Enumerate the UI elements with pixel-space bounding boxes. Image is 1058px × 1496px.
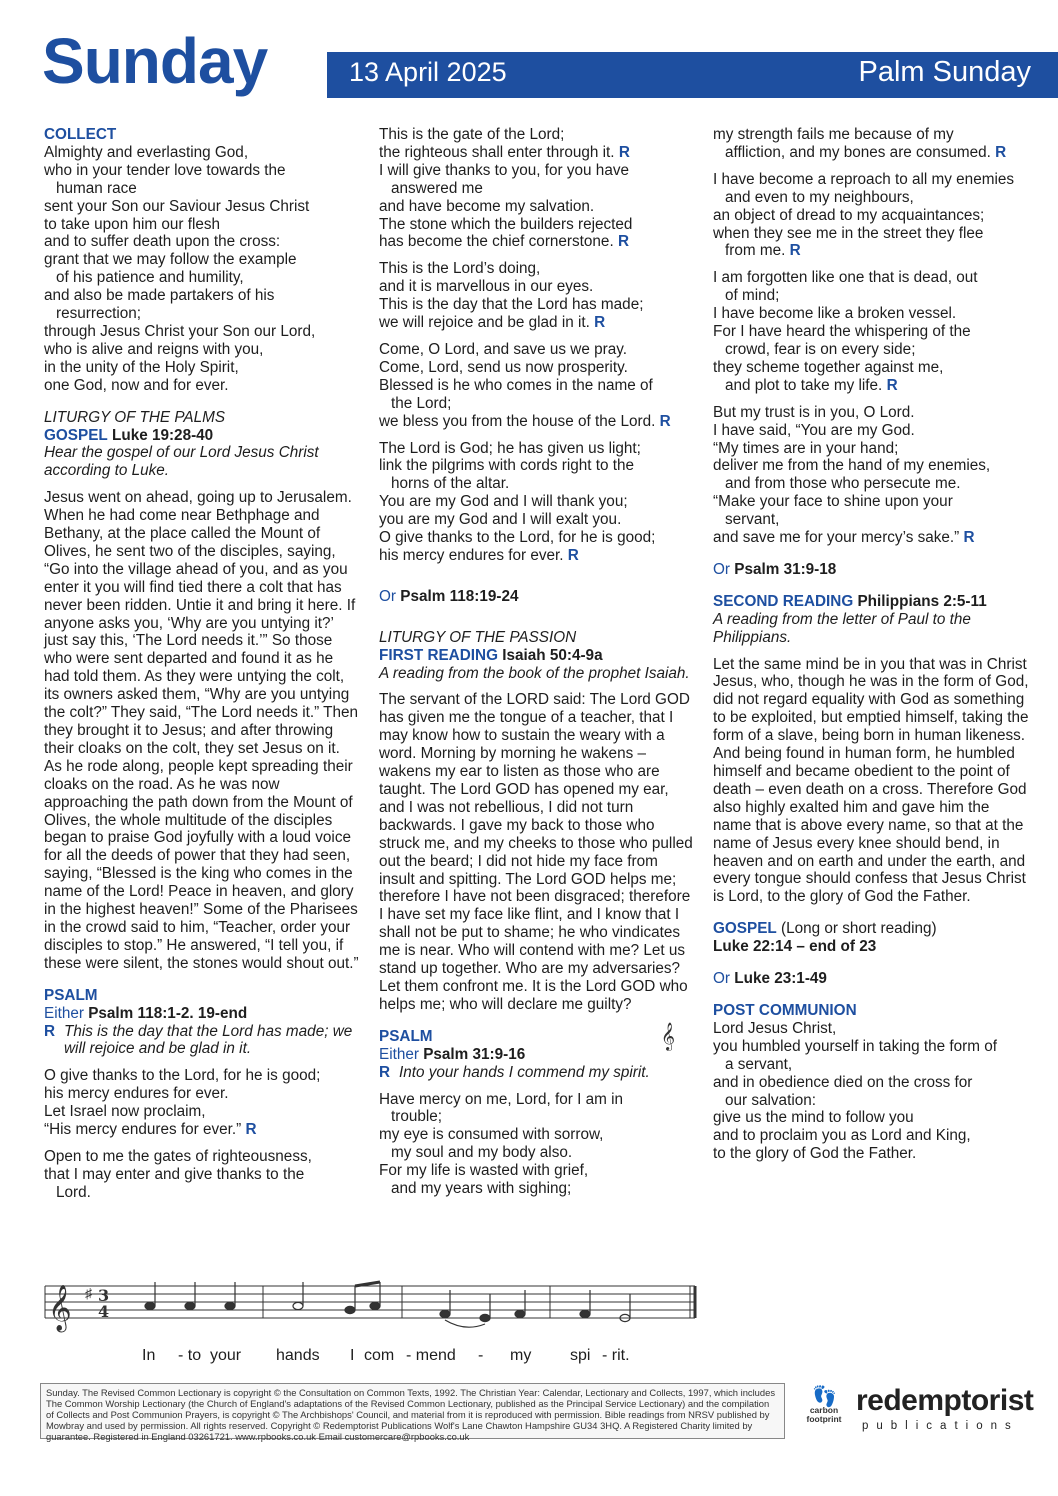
collect-line: Almighty and everlasting God, (44, 143, 249, 161)
post-communion-text: Lord Jesus Christ, you humbled yourself in taking the form of a servant, and in obedience died on the cross for our salvation: give us the mind to follow you and to proclaim you as Lord and King, to the glory of God the Father. (713, 1019, 997, 1163)
gospel-alt: Or Luke 23:1-49 (713, 970, 827, 988)
second-reading-intro: A reading from the letter of Paul to the Philippians. (713, 610, 971, 646)
psalm-verse: my strength fails me because of my affliction, and my bones are consumed. R (713, 126, 1007, 161)
collect-line: of his patience and humility, (56, 269, 244, 287)
psalm-verse: This is the gate of the Lord; the righteous shall enter through it. R I will give thanks to you, for you have answered me and have become my salvation. The stone which the builders rejected has become the chief cornerstone. R (379, 126, 633, 251)
lyric: com (364, 1347, 395, 1364)
music-staff (40, 1276, 740, 1366)
music-notes (145, 1282, 630, 1327)
page-header (40, 25, 1031, 105)
svg-text:3: 3 (98, 1286, 110, 1305)
column-2 (379, 126, 697, 1198)
collect-line: human race (56, 179, 137, 197)
key-signature-icon: ♯ (85, 1285, 92, 1301)
lyric: your (210, 1347, 242, 1364)
treble-clef-icon: 𝄞 (48, 1286, 72, 1330)
psalm-heading: PSALM (379, 1027, 433, 1045)
psalm-alt: Or Psalm 118:19-24 (379, 587, 519, 605)
psalm-heading: PSALM (44, 986, 98, 1004)
post-communion-heading: POST COMMUNION (713, 1001, 857, 1019)
gospel-label: GOSPEL (44, 426, 108, 444)
gospel-ref: Luke 19:28-40 (112, 426, 214, 444)
psalm-verse: Come, O Lord, and save us we pray. Come, Lord, send us now prosperity. Blessed is he who comes in the name of the Lord; we bless you from the house of the Lord. R (379, 340, 671, 430)
psalm-ref (44, 1005, 360, 1023)
publisher-logo (800, 1384, 1034, 1444)
lyric: my (510, 1347, 532, 1364)
gospel-intro: Hear the gospel of our Lord Jesus Christ according to Luke. (44, 444, 319, 480)
first-reading-heading: FIRST READING Isaiah 50:4-9a (379, 646, 603, 664)
psalm-verse: This is the Lord’s doing, and it is marvellous in our eyes. This is the day that the Lord has made; we will rejoice and be glad in it. R (379, 260, 644, 332)
collect-line: through Jesus Christ your Son our Lord, (44, 322, 316, 340)
response-marker: R (44, 1022, 56, 1040)
collect-line: who in your tender love towards the (44, 161, 286, 179)
first-reading-intro: A reading from the book of the prophet Isaiah. (379, 664, 690, 682)
second-reading-heading: SECOND READING Philippians 2:5-11 (713, 592, 987, 610)
liturgy-passion-title: LITURGY OF THE PASSION (379, 628, 577, 646)
collect-line: grant that we may follow the example (44, 251, 297, 269)
psalm2-block (379, 1022, 697, 1198)
collect-line: to take upon him our flesh (44, 215, 221, 233)
date-label: 13 April 2025 (349, 57, 507, 87)
collect-line: sent your Son our Saviour Jesus Christ (44, 197, 310, 215)
svg-text:4: 4 (98, 1302, 110, 1321)
collect-line: resurrection; (56, 305, 142, 323)
second-reading-text: Let the same mind be in you that was in Christ Jesus, who, though he was in the form of God, did not regard equality with God as something to be exploited, but emptied himself, taking the form of a slave, being born in human likeness. And being found in human form, he humbled himself and became obedient to the point of death – even death on a cross. Therefore God also highly exalted him and gave him the name that is above every name, so that at the name of Jesus every knee should bend, in heaven and on earth and under the earth, and every tongue should confess that Jesus Christ is Lord, to the glory of God the Father. (713, 655, 1029, 906)
collect-line: one God, now and for ever. (44, 376, 229, 394)
gospel-passion-heading: GOSPEL (Long or short reading) (713, 920, 937, 938)
collect-line: who is alive and reigns with you, (44, 340, 264, 358)
psalm-verse: I am forgotten like one that is dead, out of mind; I have become like a broken vessel. For I have heard the whispering of the crowd, fear is on every side; they scheme together against me, and plot to take my life. R (713, 269, 978, 394)
lyric: I (350, 1347, 355, 1364)
carbon-footprint-label: carbon footprint (806, 1405, 842, 1424)
psalm-verse: O give thanks to the Lord, for he is good; his mercy endures for ever. Let Israel now proclaim, “His mercy endures for ever.” R (44, 1067, 321, 1139)
gospel-heading (44, 427, 360, 445)
lyric: - mend (406, 1347, 456, 1364)
collect-heading: COLLECT (44, 126, 117, 143)
psalm-verse: Open to me the gates of righteousness, that I may enter and give thanks to the Lord. (44, 1147, 312, 1201)
lyrics (142, 1347, 630, 1364)
collect-line: in the unity of the Holy Spirit, (44, 358, 239, 376)
either-label: Either (44, 1004, 84, 1022)
lyric: - rit. (602, 1347, 630, 1364)
copyright-footer: Sunday. The Revised Common Lectionary is copyright © the Consultation on Common Texts, 1992. The Christian Year: Calendar, Lectionary and Collects, 1997, which includes The Common Worship Lectionary (the Church of England's adaptations of the Revised Common Lectionary, published as the Principal Service Lectionary) and the compilation of Collects and Post Communion Prayers, is copyright © The Archbishops' Council, and material from it is reproduced with permission. Bible readings from NRSV published by Mowbray and used by permission. All rights reserved. Copyright © Redemptorist Publications Wolf's Lane Chawton Hampshire GU34 3HQ. A Registered Charity limited by guarantee. Registered in England 03261721. www.rpbooks.co.uk Email customercare@rpbooks.co.uk (40, 1383, 785, 1439)
collect-line: and to suffer death upon the cross: (44, 233, 281, 251)
response-text: This is the day that the Lord has made; we will rejoice and be glad in it. (64, 1022, 353, 1058)
psalm-verse: But my trust is in you, O Lord. I have said, “You are my God. “My times are in your hand; deliver me from the hand of my enemies, and from those who persecute me. “Make your face to shine upon your servant, and save me for your mercy’s sake.” R (713, 403, 991, 547)
brand-name: redemptorist (856, 1384, 1034, 1417)
gospel-text: Jesus went on ahead, going up to Jerusalem. When he had come near Bethphage and Bethany, at the place called the Mount of Olives, he sent two of the disciples, saying, “Go into the village ahead of you, and as you enter it you will find tied there a colt that has never been ridden. Untie it and bring it here. If anyone asks you, ‘Why are you untying it?’ just say this, ‘The Lord needs it.’” So those who were sent departed and found it as he had told them. As they were untying the colt, its owners asked them, “Why are you untying the colt?” They said, “The Lord needs it.” Then they brought it to Jesus; and after throwing their cloaks on the colt, they set Jesus on it. As he rode along, people kept spreading their cloaks on the road. As he was now approaching the path down from the Mount of Olives, the whole multitude of the disciples began to praise God joyfully with a loud voice for all the deeds of power that they had seen, saying, “Blessed is the king who comes in the name of the Lord! Peace in heaven, and glory in the highest heaven!” Some of the Pharisees in the crowd said to him, “Teacher, order your disciples to stop.” He answered, “I tell you, if these were silent, the stones would shout out.” (44, 489, 359, 972)
treble-clef-icon: 𝄞 (660, 1022, 675, 1050)
psalm-verse: Have mercy on me, Lord, for I am in trouble; my eye is consumed with sorrow, my soul and my body also. For my life is wasted with grief, and my years with sighing; (379, 1090, 623, 1198)
collect-text (44, 144, 360, 395)
psalm-ref-text: Psalm 118:1-2. 19-end (88, 1004, 248, 1022)
first-reading-text: The servant of the LORD said: The Lord GOD has given me the tongue of a teacher, that I may know how to sustain the weary with a word. Morning by morning he wakens – wakens my ear to listen as those who are taught. The Lord GOD has opened my ear, and I was not rebellious, I did not turn backwards. I gave my back to those who struck me, and my cheeks to those who pulled out the beard; I did not hide my face from insult and spitting. The Lord GOD helps me; therefore I have not been disgraced; therefore I have set my face like flint, and I know that I shall not be put to shame; he who vindicates me is near. Who will contend with me? Let us stand up together. Who are my adversaries? Let them confront me. It is the Lord GOD who helps me; who will declare me guilty? (379, 691, 693, 1013)
column-1 (44, 126, 360, 1202)
day-title: Sunday (42, 25, 268, 97)
collect-line: and also be made partakers of his (44, 287, 275, 305)
liturgy-palms-title: LITURGY OF THE PALMS (44, 408, 226, 426)
psalm-verse: The Lord is God; he has given us light; link the pilgrims with cords right to the horns of the altar. You are my God and I will thank you; you are my God and I will exalt you. O give thanks to the Lord, for he is good; his mercy endures for ever. R (379, 439, 656, 564)
psalm-alt: Or Psalm 31:9-18 (713, 560, 837, 578)
brand-sub: publications (862, 1420, 1019, 1432)
lyric: spi (570, 1347, 591, 1364)
psalm-verse: I have become a reproach to all my enemies and even to my neighbours, an object of dread to my acquaintances; when they see me in the street they flee from me. R (713, 170, 1014, 260)
lyric: - to (178, 1347, 202, 1364)
psalm-response (44, 1023, 360, 1059)
column-3 (713, 126, 1031, 1163)
lyric: - (478, 1347, 484, 1364)
date-bar (327, 52, 1058, 98)
occasion-label: Palm Sunday (858, 56, 1031, 88)
psalm-response: R Into your hands I commend my spirit. (379, 1063, 650, 1081)
lyric: In (142, 1347, 156, 1364)
psalm-ref: Either Psalm 31:9-16 (379, 1045, 526, 1063)
footprint-icon: 👣 (812, 1386, 837, 1408)
lyric: hands (276, 1347, 320, 1364)
gospel-passion-ref: Luke 22:14 – end of 23 (713, 938, 877, 956)
